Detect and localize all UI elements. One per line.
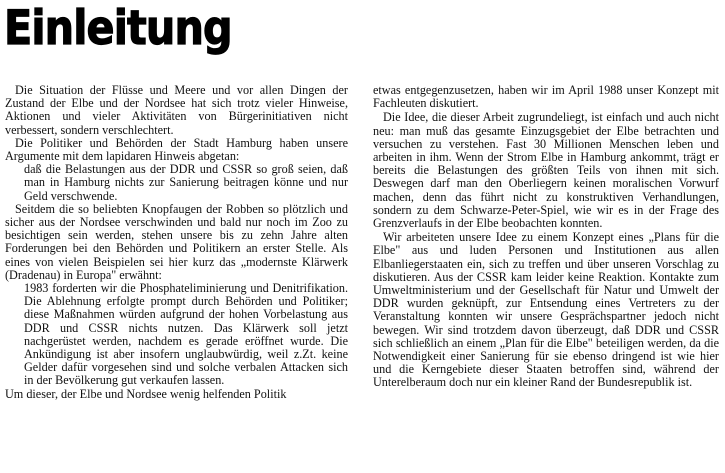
left-quote-2 <box>5 282 348 388</box>
left-quote-2-text: 1983 forderten wir die Phosphateliminierung und Denitrifikation. Die Ablehnung erfolgte prompt durch Behörden und Politiker; diese Maßnahmen würden aufgrund der hohen Vorbelastung aus DDR und CSSR nichts nutzen. Das Klärwerk soll jetzt nachgerüstet werden, nachdem es gerade eröffnet wurde. Die Ankündigung ist aber insofern unglaubwürdig, weil z.Zt. keine Gelder dafür vorgesehen sind und solche verbalen Attacken sich in der Bevölkerung gut verkaufen lassen. <box>24 281 348 388</box>
left-paragraph-1: Die Situation der Flüsse und Meere und vor allen Dingen der Zustand der Elbe und der Nordsee hat sich trotz vieler Hinweise, Aktionen und vieler Aktivitäten von Bürgerinitiativen nicht verbessert, sondern verschlechtert. <box>5 83 348 137</box>
right-paragraph-2: Die Idee, die dieser Arbeit zugrundeliegt, ist einfach und auch nicht neu: man muß das gesamte Einzugsgebiet der Elbe betrachten und versuchen zu verstehen. Fast 30 Millionen Menschen leben und arbeiten in ihm. Wenn der Strom Elbe in Hamburg ankommt, trägt er bereits die Belastungen des größten Teils von ihnen mit sich. Deswegen darf man den Oberliegern keinen moralischen Vorwurf machen, denn das führt nicht zu konstruktiven Verhandlungen, sondern zu dem Schwarze-Peter-Spiel, wie wir es in der Frage des Grenzverlaufs in der Elbe beobachten konnten. <box>373 110 719 231</box>
left-paragraph-4: Um dieser, der Elbe und Nordsee wenig helfenden Politik <box>5 386 287 401</box>
left-column <box>5 84 348 401</box>
page-title: Einleitung <box>4 1 232 56</box>
right-paragraph-1: etwas entgegenzusetzen, haben wir im April 1988 unser Konzept mit Fachleuten diskutiert. <box>373 83 719 111</box>
left-paragraph-2: Die Politiker und Behörden der Stadt Hamburg haben unsere Argumente mit dem lapidaren Hinweis abgetan: <box>5 135 348 164</box>
left-quote-1 <box>5 163 348 203</box>
left-quote-1-text: daß die Belastungen aus der DDR und CSSR so groß seien, daß man in Hamburg nichts zur Sanierung beitragen könne und nur Geld verschwende. <box>24 162 348 203</box>
right-column <box>373 84 719 390</box>
left-paragraph-3: Seitdem die so beliebten Knopfaugen der Robben so plötzlich und sicher aus der Nordsee verschwinden und bald nur noch im Zoo zu besichtigen sein werden, stehen unsere bis zu zehn Jahre alten Forderungen bei den Behörden und Politikern an erster Stelle. Als eines von vielen Beispielen sei hier kurz das „modernste Klärwerk (Dradenau) in Europa" erwähnt: <box>5 201 348 282</box>
right-paragraph-3: Wir arbeiteten unsere Idee zu einem Konzept eines „Plans für die Elbe" aus und luden Personen und Institutionen aus allen Elbanliegerstaaten ein, sich zu treffen und über unseren Vorschlag zu diskutieren. Aus der CSSR kam leider keine Reaktion. Kontakte zum Umweltministerium und der Gesellschaft für Natur und Umwelt der DDR wurden geknüpft, zur Entsendung eines Vertreters zu der Veranstaltung konnten wir unsere Gesprächspartner jedoch nicht bewegen. Wir sind trotzdem davon überzeugt, daß DDR und CSSR sich schließlich an einem „Plan für die Elbe" beteiligen werden, da die Notwendigkeit einer Sanierung für sie ebenso dringend ist wie hier und die Kerngebiete dieser Staaten betroffen sind, während der Unterelberaum doch nur ein kleiner Rand der Bundesrepublik ist. <box>373 230 719 390</box>
